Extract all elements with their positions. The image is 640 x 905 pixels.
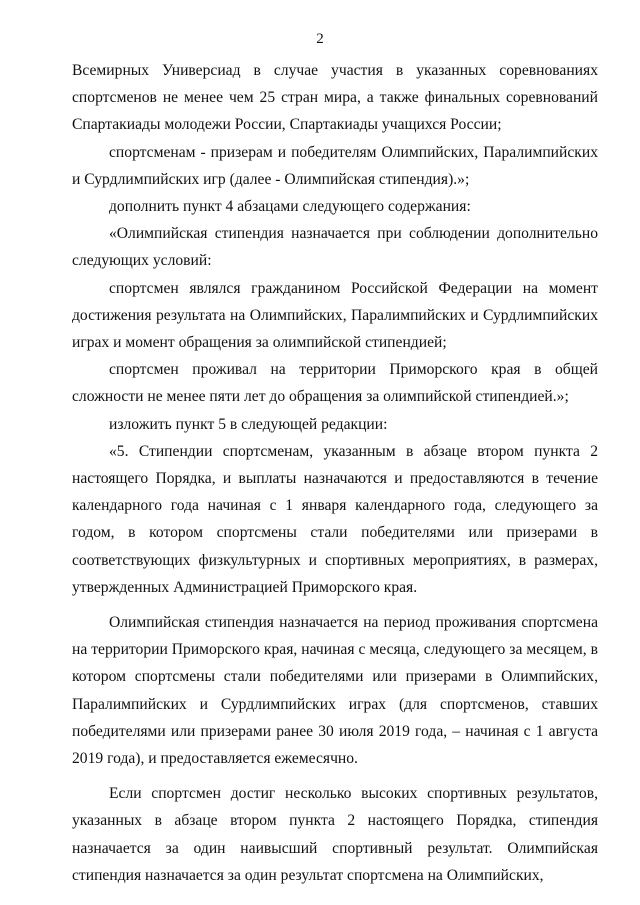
paragraph-multiple-results: Если спортсмен достиг несколько высоких спортивных результатов, указанных в абзаце втором пункта 2 настоящего Порядка, стипендия назначается за один наивысший спортивный результат. Олимпийская стипендия назначается за один результат спортсмена на Олимпийских, [72,785,598,884]
paragraph-point-5-stipends: «5. Стипендии спортсменам, указанным в абзаце втором пункта 2 настоящего Порядка, и выплаты назначаются и предоставляются в течение календарного года начиная с 1 января календарного года, следующего за годом, в котором спортсмены стали победителями или призерами в соответствующих физкультурных и спортивных мероприятиях, в размерах, утвержденных Администрацией Приморского края. [72,442,598,596]
paragraph-restate-point-5: изложить пункт 5 в следующей редакции: [109,415,388,433]
paragraph-citizenship-condition: спортсмен являлся гражданином Российской Федерации на момент достижения результата на Олимпийских, Паралимпийских и Сурдлимпийских играх и момент обращения за олимпийской стипендией; [72,279,598,352]
paragraph-amend-point-4: дополнить пункт 4 абзацами следующего содержания: [109,198,471,216]
paragraph-olympic-stipend-conditions: «Олимпийская стипендия назначается при соблюдении дополнительно следующих условий: [72,225,598,270]
paragraph-olympic-prize-winners: спортсменам - призерам и победителям Олимпийских, Паралимпийских и Сурдлимпийских игр (далее - Олимпийская стипендия).»; [72,143,598,188]
document-body [72,57,598,889]
page-number: 2 [316,31,324,47]
paragraph-olympic-stipend-period: Олимпийская стипендия назначается на период проживания спортсмена на территории Приморского края, начиная с месяца, следующего за месяцем, в котором спортсмены стали победителями или призерами в Олимпийских, Паралимпийских и Сурдлимпийских играх (для спортсменов, ставших победителями или призерами ранее 30 июля 2019 года, – начиная с 1 августа 2019 года), и предоставляется ежемесячно. [72,614,598,768]
paragraph-residence-condition: спортсмен проживал на территории Приморского края в общей сложности не менее пяти лет до обращения за олимпийской стипендией.»; [72,361,598,406]
paragraph-universiade-continuation: Всемирных Универсиад в случае участия в указанных соревнованиях спортсменов не менее чем 25 стран мира, а также финальных соревнований Спартакиады молодежи России, Спартакиады учащихся России; [72,62,598,134]
